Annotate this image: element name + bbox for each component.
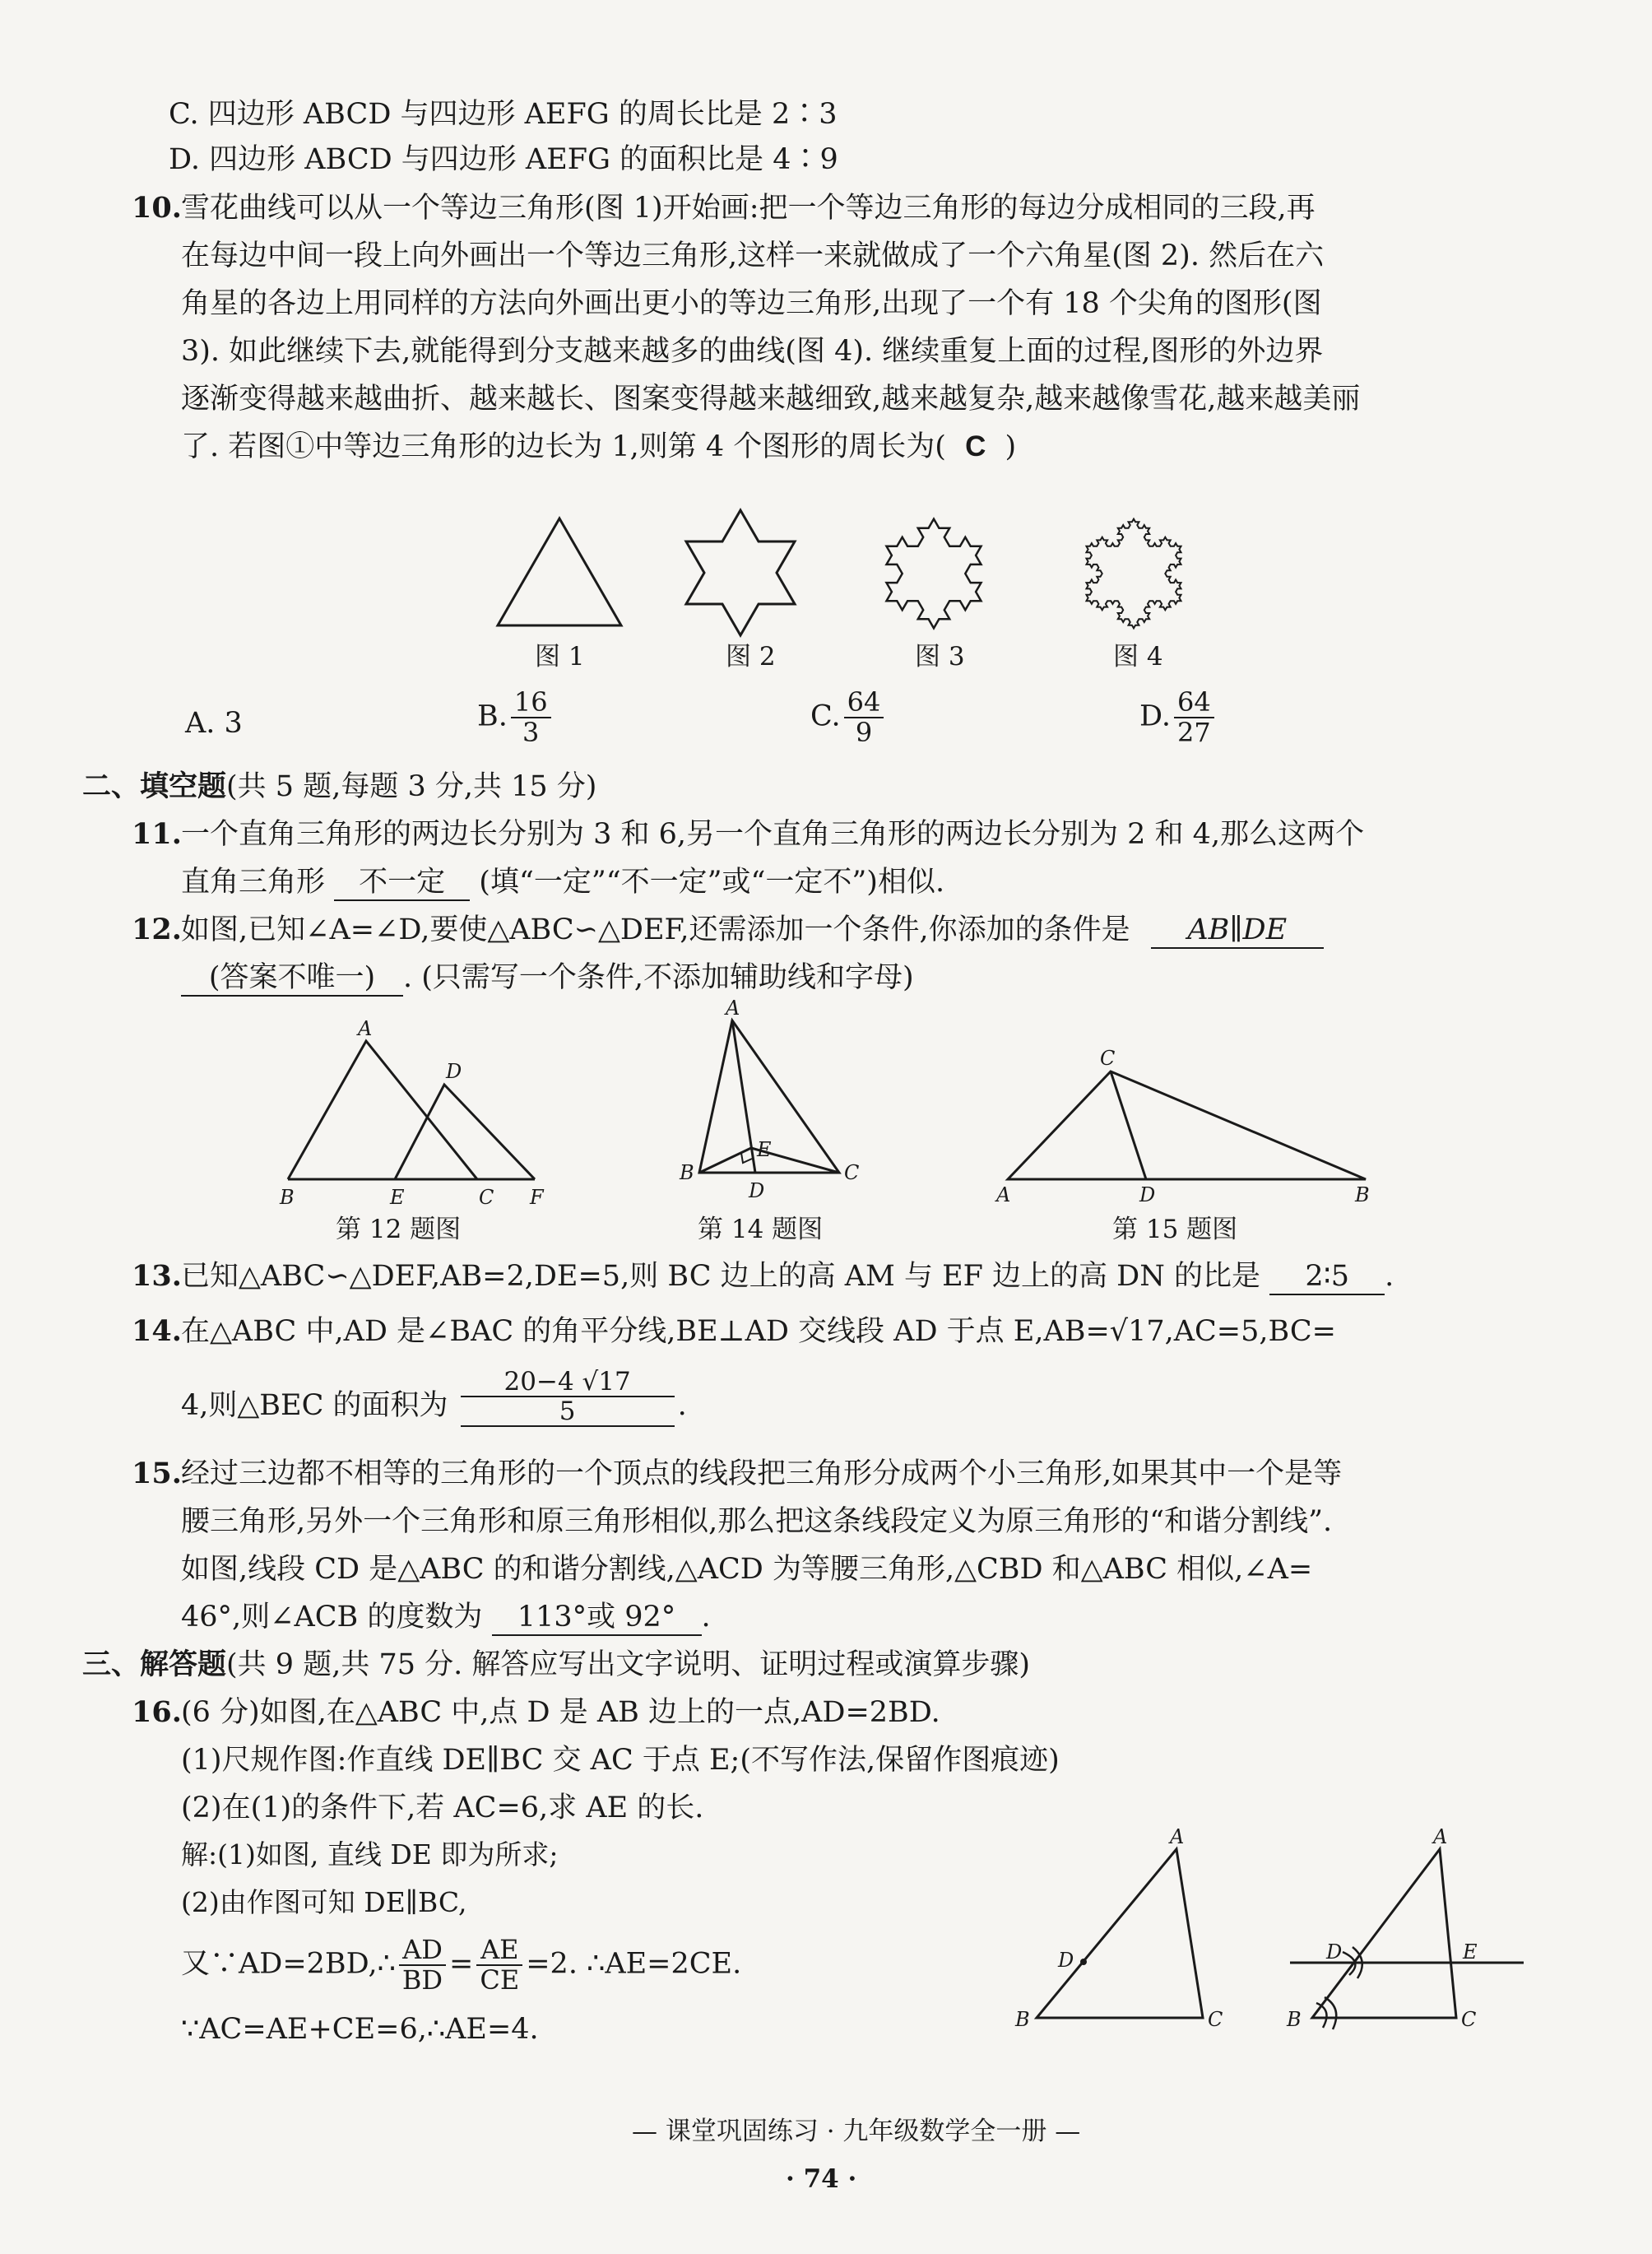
q12-line-2	[181, 960, 914, 997]
q15-line-3: 如图,线段 CD 是△ABC 的和谐分割线,△ACD 为等腰三角形,△CBD 和△ABC 相似,∠A=	[181, 1553, 1313, 1586]
fig1-caption: 图 1	[535, 642, 585, 672]
q13-answer-blank: 2∶5	[1269, 1259, 1385, 1295]
q10-answer: C	[965, 430, 986, 462]
q10-number: 10.	[132, 191, 182, 225]
q15-line-1: 经过三边都不相等的三角形的一个顶点的线段把三角形分成两个小三角形,如果其中一个是等	[181, 1457, 1343, 1490]
q16-solution-3	[181, 1936, 741, 1995]
fig14-label-b: B	[680, 1161, 694, 1184]
q16-solution-4: ∵AC=AE+CE=6,∴AE=4.	[181, 2013, 539, 2046]
q16-solution-1: 解:(1)如图, 直线 DE 即为所求;	[181, 1838, 559, 1871]
q11-line-1: 一个直角三角形的两边长分别为 3 和 6,另一个直角三角形的两边长分别为 2 和 4,那么这两个	[181, 818, 1365, 851]
q16-line-2: (1)尺规作图:作直线 DE∥BC 交 AC 于点 E;(不写作法,保留作图痕迹)	[181, 1744, 1060, 1777]
q15-line-4	[181, 1600, 711, 1636]
fig16a-label-d: D	[1058, 1949, 1074, 1972]
q15-number: 15.	[132, 1457, 182, 1490]
snowflake-level-1	[498, 518, 621, 625]
fig12-label-d: D	[446, 1060, 462, 1083]
q12-line-1	[181, 913, 1324, 949]
section-3-title: 三、解答题	[82, 1648, 227, 1681]
q13-end: .	[1385, 1260, 1394, 1293]
fig14-caption: 第 14 题图	[698, 1215, 824, 1244]
q10-option-b-fraction: $\frac{16}{3}$	[511, 688, 551, 747]
q11-line-2	[181, 865, 944, 901]
q14-line-2	[181, 1368, 687, 1427]
fig14-label-c: C	[844, 1161, 860, 1184]
fig12-label-f: F	[530, 1186, 544, 1209]
fig12-label-c: C	[479, 1186, 494, 1209]
fig15-label-a: A	[996, 1183, 1011, 1206]
snowflake-figures	[494, 510, 1234, 645]
q14-line-1: 在△ABC 中,AD 是∠BAC 的角平分线,BE⊥AD 交线段 AD 于点 E,AB=√17,AC=5,BC=	[181, 1315, 1336, 1348]
fig16b-label-a: A	[1433, 1825, 1448, 1848]
section-2-note: (共 5 题,每题 3 分,共 15 分)	[226, 770, 597, 803]
q16-fraction-ae-ce: $\frac{AE}{CE}$	[476, 1936, 522, 1995]
footer-page-number: · 74 ·	[786, 2164, 857, 2194]
q14-line-2-pre: 4,则△BEC 的面积为	[181, 1389, 448, 1423]
q10-line-6-text: 了. 若图①中等边三角形的边长为 1,则第 4 个图形的周长为(	[181, 430, 946, 463]
fig12-label-b: B	[280, 1186, 295, 1209]
q10-line-3: 角星的各边上用同样的方法向外画出更小的等边三角形,出现了一个有 18 个尖角的图形(图	[181, 287, 1322, 320]
q16-equals: =	[449, 1947, 474, 1981]
q11-line-2-post: (填“一定”“不一定”或“一定不”)相似.	[479, 866, 945, 899]
fig16b-label-d: D	[1326, 1940, 1343, 1964]
fig16a-label-b: B	[1015, 2008, 1030, 2031]
q11-answer-blank: 不一定	[334, 865, 470, 901]
q13-number: 13.	[132, 1259, 182, 1293]
fig14-label-a: A	[726, 997, 740, 1020]
section-2-heading	[82, 769, 596, 804]
q12-line-2-post: . (只需写一个条件,不添加辅助线和字母)	[403, 961, 914, 994]
q12-line-1-text: 如图,已知∠A=∠D,要使△ABC∽△DEF,还需添加一个条件,你添加的条件是	[181, 913, 1130, 946]
q13-text: 已知△ABC∽△DEF,AB=2,DE=5,则 BC 边上的高 AM 与 EF 边上的高 DN 的比是	[181, 1260, 1260, 1293]
snowflake-level-4	[1087, 519, 1181, 629]
q14-number: 14.	[132, 1314, 182, 1348]
q9-option-c: C. 四边形 ABCD 与四边形 AEFG 的周长比是 2∶3	[169, 98, 838, 131]
q11-number: 11.	[132, 817, 182, 851]
fig2-caption: 图 2	[726, 642, 776, 672]
q16-number: 16.	[132, 1695, 182, 1729]
fig14-label-d: D	[749, 1179, 765, 1202]
q11-line-2-pre: 直角三角形	[181, 866, 326, 899]
figure-q15	[991, 1045, 1378, 1205]
q9-option-d: D. 四边形 ABCD 与四边形 AEFG 的面积比是 4∶9	[169, 143, 838, 176]
snowflake-level-2	[686, 510, 795, 635]
fig12-label-e: E	[390, 1186, 405, 1209]
fig15-label-b: B	[1355, 1183, 1370, 1206]
q16-solution-3-pre: 又∵AD=2BD,∴	[181, 1947, 396, 1981]
q16-solution-3-post: =2. ∴AE=2CE.	[526, 1947, 742, 1981]
fig15-label-d: D	[1139, 1183, 1156, 1206]
snowflake-level-3	[887, 519, 981, 629]
footer-title: — 课堂巩固练习 · 九年级数学全一册 —	[632, 2117, 1081, 2146]
fig3-caption: 图 3	[915, 642, 965, 672]
fig15-caption: 第 15 题图	[1112, 1215, 1238, 1244]
q10-line-4: 3). 如此继续下去,就能得到分支越来越多的曲线(图 4). 继续重复上面的过程,图形的外边界	[181, 335, 1324, 368]
q15-end: .	[701, 1601, 711, 1634]
q10-option-c-label: C.	[810, 699, 841, 733]
q16-fraction-ad-bd: $\frac{AD}{BD}$	[399, 1936, 446, 1995]
q12-answer-blank: AB∥DE	[1151, 913, 1324, 949]
figure-q16-original	[1012, 1825, 1242, 2038]
q15-line-2: 腰三角形,另外一个三角形和原三角形相似,那么把这条线段定义为原三角形的“和谐分割线”.	[181, 1505, 1333, 1538]
q10-option-d-label: D.	[1139, 699, 1171, 733]
fig15-label-c: C	[1100, 1047, 1116, 1070]
q13-line	[181, 1259, 1394, 1295]
q10-line-5: 逐渐变得越来越曲折、越来越长、图案变得越来越细致,越来越复杂,越来越像雪花,越来越美丽	[181, 383, 1361, 416]
section-3-heading	[82, 1648, 1030, 1682]
q15-answer-blank: 113°或 92°	[492, 1600, 702, 1636]
q10-option-d-fraction: $\frac{64}{27}$	[1174, 688, 1214, 747]
fig16a-label-a: A	[1170, 1825, 1185, 1848]
q14-answer-fraction: $\frac{20-4 √17}{5}$	[461, 1368, 675, 1427]
q10-option-c	[810, 688, 887, 747]
section-2-title: 二、填空题	[82, 769, 227, 803]
q10-option-c-fraction: $\frac{64}{9}$	[844, 688, 884, 747]
fig12-caption: 第 12 题图	[336, 1215, 462, 1244]
q12-answer-continued: (答案不唯一)	[181, 960, 403, 997]
q10-line-2: 在每边中间一段上向外画出一个等边三角形,这样一来就做成了一个六角星(图 2). 然后在六	[181, 239, 1325, 272]
q12-number: 12.	[132, 913, 182, 946]
fig16b-label-e: E	[1463, 1940, 1478, 1964]
fig12-label-a: A	[358, 1017, 373, 1040]
q10-option-a: A. 3	[185, 707, 243, 740]
fig14-label-e: E	[757, 1138, 772, 1161]
figure-q12	[280, 1008, 559, 1209]
q16-line-3: (2)在(1)的条件下,若 AC=6,求 AE 的长.	[181, 1792, 704, 1824]
q14-end: .	[677, 1389, 687, 1423]
figure-q16-construction	[1283, 1825, 1530, 2038]
q10-option-b-label: B.	[477, 699, 508, 733]
q16-solution-2: (2)由作图可知 DE∥BC,	[181, 1886, 467, 1918]
fig16a-label-c: C	[1208, 2008, 1223, 2031]
q10-close-paren: )	[1005, 430, 1017, 463]
q15-line-4-pre: 46°,则∠ACB 的度数为	[181, 1601, 483, 1634]
q10-option-b	[477, 688, 555, 747]
fig16b-label-c: C	[1461, 2008, 1477, 2031]
figure-q14	[675, 997, 889, 1202]
q10-line-6	[181, 430, 1016, 464]
q16-line-1: (6 分)如图,在△ABC 中,点 D 是 AB 边上的一点,AD=2BD.	[181, 1696, 940, 1729]
section-3-note: (共 9 题,共 75 分. 解答应写出文字说明、证明过程或演算步骤)	[226, 1648, 1031, 1681]
q10-option-d	[1139, 688, 1218, 747]
q10-line-1: 雪花曲线可以从一个等边三角形(图 1)开始画:把一个等边三角形的每边分成相同的三段,再	[181, 192, 1316, 225]
fig4-caption: 图 4	[1113, 642, 1163, 672]
fig16b-label-b: B	[1287, 2008, 1302, 2031]
